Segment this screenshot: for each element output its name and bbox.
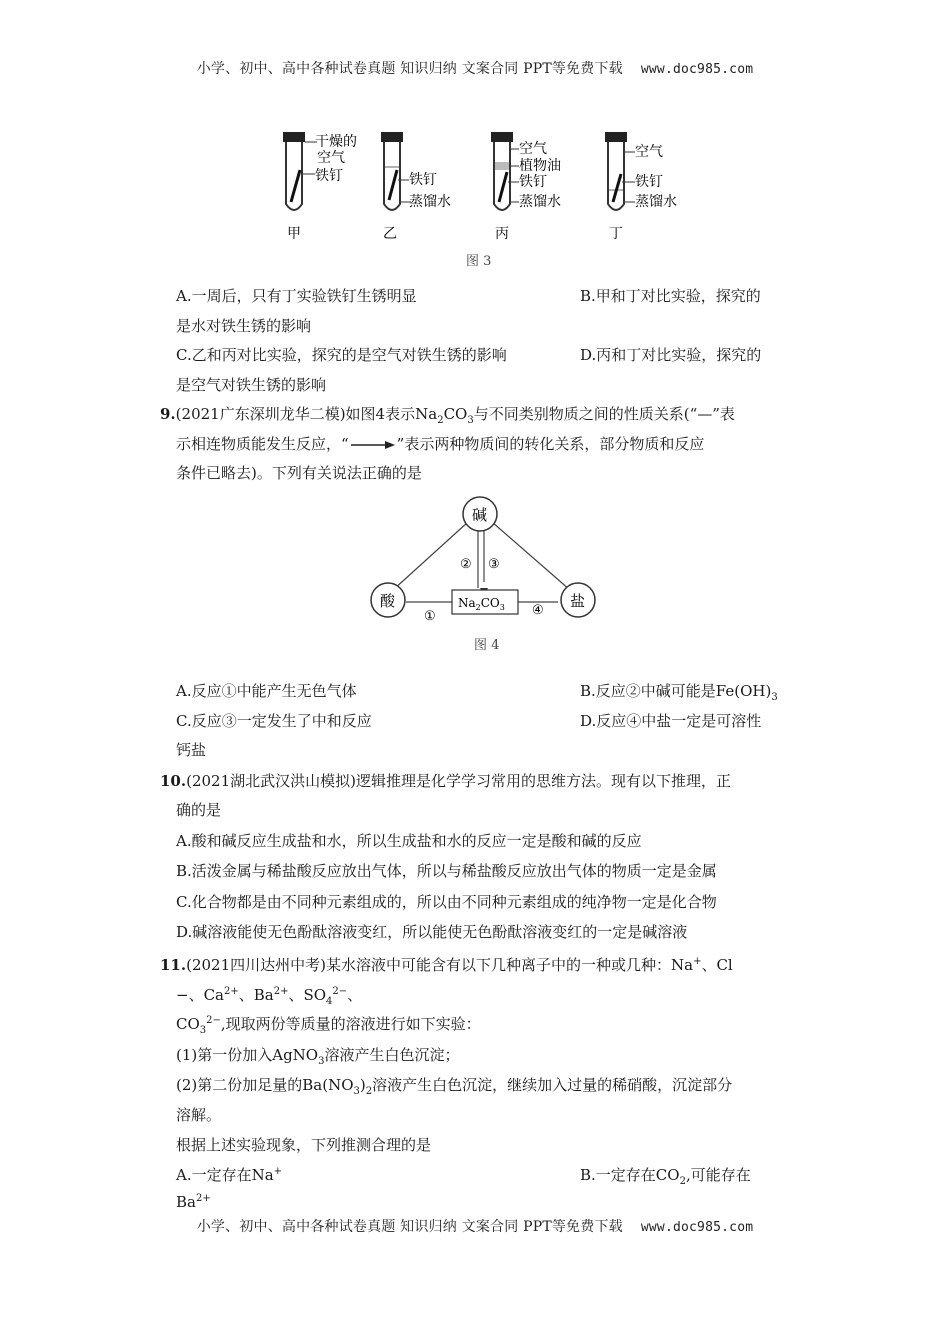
tube-jia-label-2: 空气 [317,150,345,166]
q11-sep: 、 [347,986,363,1004]
tube-bing-label-2: 植物油 [519,158,561,174]
q8-option-d: D.丙和丁对比实验，探究的 [580,346,762,364]
q9-stem-line-2 [176,434,704,454]
q9-stem-line-3: 条件已略去)。下列有关说法正确的是 [176,464,422,482]
q11-number: 11. [160,956,187,974]
q9-stem-line-1: 9.(2021广东深圳龙华二模)如图4表示$Na_2CO_3$与不同类别物质之间的性质关系(“—”表 [160,405,735,426]
q10-option-c: C.化合物都是由不同种元素组成的，所以由不同种元素组成的纯净物一定是化合物 [176,893,717,911]
q11-stem-1-end: 、Cl [701,956,733,974]
q11-option-a-text: A.一定存在Na [176,1166,274,1184]
tube-jia-name: 甲 [287,226,301,242]
q11-stem-3: ,现取两份等质量的溶液进行如下实验： [220,1015,481,1033]
q9-stem-1: 与不同类别物质之间的性质关系(“—”表 [473,405,735,423]
svg-text:Na2CO3 [458,596,505,612]
q8-option-d-cont: 是空气对铁生锈的影响 [176,376,327,394]
na2co3-2: 2 [475,603,481,612]
node-salt-label: 盐 [570,592,586,610]
q11-exp-2c: 溶液产生白色沉淀，继续加入过量的稀硝酸，沉淀部分 [372,1076,733,1094]
q9-option-d-cont: 钙盐 [176,741,207,759]
q10-option-d: D.碱溶液能使无色酚酞溶液变红，所以能使无色酚酞溶液变红的一定是碱溶液 [176,923,688,941]
tube-jia-label-1: 干燥的 [315,134,357,150]
q11-sup-so: 2− [332,986,348,997]
node-acid-label: 酸 [380,592,396,610]
na2co3-3: 3 [499,603,505,612]
q9-option-b-sub: 3 [771,692,778,703]
q11-exp-1-sub: 3 [318,1056,325,1067]
q9-stem-2a: 示相连物质能发生反应，“ [176,435,349,453]
footer-text: 小学、初中、高中各种试卷真题 知识归纳 文案合同 PPT等免费下载 [196,1219,623,1235]
tube-bing-name: 丙 [495,226,509,242]
q10-option-a: A.酸和碱反应生成盐和水，所以生成盐和水的反应一定是酸和碱的反应 [176,832,642,850]
figure-4-caption: 图 4 [474,638,500,653]
q11-ion-co: CO [176,1015,200,1033]
q10-stem-line-2: 确的是 [176,801,222,819]
q11-sub-so: 4 [326,996,333,1007]
q11-sub-co: 3 [199,1025,207,1036]
tube-ding-label-3: 蒸馏水 [635,194,677,210]
na2co3-co: CO [480,596,500,610]
q11-ion-ba: 、Ba [238,986,274,1004]
tube-yi-label-1: 铁钉 [409,172,437,188]
arrow-icon [349,439,397,451]
q9-option-c: C.反应③一定发生了中和反应 [176,712,372,730]
tube-ding-label-2: 铁钉 [635,174,663,190]
q11-exp-1 [176,1045,460,1065]
q11-exp-2a: (2)第二份加足量的Ba(NO [176,1076,354,1094]
q11-exp-1b: 溶液产生白色沉淀； [324,1046,460,1064]
q10-number: 10. [160,772,187,790]
q11-sup-co: 2− [206,1015,221,1026]
q11-option-a [176,1165,282,1185]
q11-exp-2-sub2: 2 [365,1086,373,1097]
q11-exp-2b: ) [359,1076,366,1094]
q10-stem-line-1 [160,771,731,791]
q11-ion-so: 、SO [288,986,327,1004]
q10-option-b: B.活泼金属与稀盐酸反应放出气体，所以与稀盐酸反应放出气体的物质一定是金属 [176,862,717,880]
q11-ion-ca: −、Ca [176,986,224,1004]
q11-option-b-text: B.一定存在CO [580,1166,680,1184]
reaction-4-label: ④ [532,603,544,618]
reaction-1-label: ① [424,609,436,624]
figure-4-diagram [360,494,610,664]
header-site[interactable]: www.doc985.com [640,62,754,77]
q11-option-b [580,1165,751,1185]
q11-option-b-cont [176,1192,211,1212]
q9-option-b-text: B.反应②中碱可能是Fe(OH) [580,682,772,700]
tube-ding [605,132,677,242]
tube-bing-label-1: 空气 [519,141,547,157]
q11-stem-line-1 [160,955,733,975]
q11-stem-question: 根据上述实验现象，下列推测合理的是 [176,1136,432,1154]
q11-stem-line-2 [176,985,362,1005]
reaction-3-label: ③ [488,557,500,572]
header-text: 小学、初中、高中各种试卷真题 知识归纳 文案合同 PPT等免费下载 [196,61,623,77]
tube-bing-label-4: 蒸馏水 [519,194,561,210]
q11-option-b-ba: Ba [176,1193,196,1211]
q8-option-c: C.乙和丙对比实验，探究的是空气对铁生锈的影响 [176,346,507,364]
q11-exp-2-cont: 溶解。 [176,1106,222,1124]
q11-sup-ca: 2+ [224,986,239,997]
tube-ding-name: 丁 [609,226,623,242]
q9-stem-2b: ”表示两种物质间的转化关系，部分物质和反应 [396,435,705,453]
figure-3-caption: 图 3 [466,254,492,269]
tube-ding-label-1: 空气 [635,144,663,160]
q11-exp-2 [176,1075,732,1095]
q9-number: 9. [160,405,176,423]
tube-yi-name: 乙 [383,226,397,242]
tube-bing-label-3: 铁钉 [519,174,547,190]
q11-exp-1a: (1)第一份加入AgNO [176,1046,319,1064]
node-base-label: 碱 [472,506,488,524]
q8-option-a: A.一周后，只有丁实验铁钉生锈明显 [176,287,417,305]
q11-exp-2-sub1: 3 [353,1086,360,1097]
tube-jia-label-3: 铁钉 [315,168,343,184]
q11-option-b-sub: 2 [679,1176,686,1187]
q11-sup-1: + [693,956,702,967]
q11-sup-ba: 2+ [273,986,289,997]
q11-option-a-sup: + [273,1166,283,1177]
footer-site[interactable]: www.doc985.com [640,1220,754,1235]
na2co3-na: Na [458,596,476,610]
tube-yi-label-2: 蒸馏水 [409,194,451,210]
q8-option-b-cont: 是水对铁生锈的影响 [176,317,312,335]
q11-stem-line-3 [176,1014,481,1034]
tube-yi [381,132,451,242]
q9-option-d: D.反应④中盐一定是可溶性 [580,712,762,730]
q10-stem-1: (2021湖北武汉洪山模拟)逻辑推理是化学学习常用的思维方法。现有以下推理，正 [186,772,731,790]
q11-stem-1: (2021四川达州中考)某水溶液中可能含有以下几种离子中的一种或几种：Na [186,956,694,974]
tube-jia [283,132,357,242]
q11-option-b-ba-sup: 2+ [195,1193,211,1204]
tube-bing [491,132,561,242]
q11-option-b-text-2: ,可能存在 [685,1166,751,1184]
q8-option-b: B.甲和丁对比实验，探究的 [580,287,761,305]
page-header [150,58,800,78]
q9-option-b [580,681,778,701]
reaction-2-label: ② [460,557,472,572]
q9-option-a: A.反应①中能产生无色气体 [176,682,357,700]
page-footer [150,1216,800,1236]
q9-source: (2021广东深圳龙华二模)如图4表示 [175,405,416,423]
